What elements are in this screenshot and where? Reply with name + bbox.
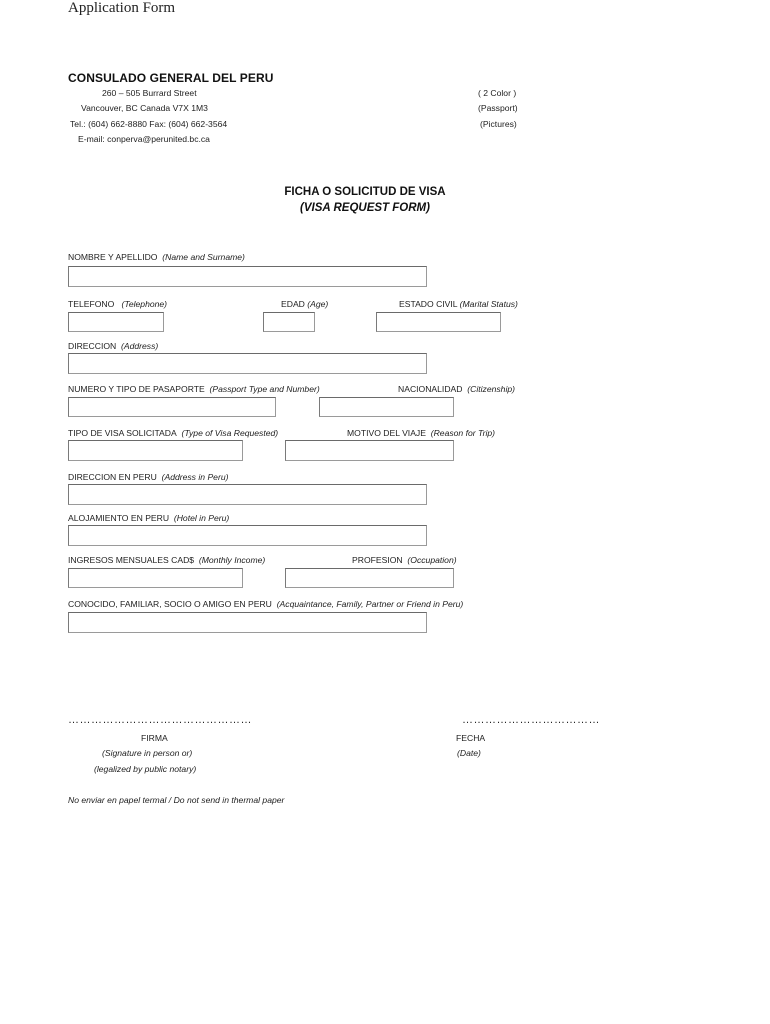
trip-reason-label	[347, 428, 495, 438]
income-label-hint: (Monthly Income)	[198, 555, 266, 565]
signature-note-notary: (legalized by public notary)	[94, 764, 197, 774]
consulate-address-line2: Vancouver, BC Canada V7X 1M3	[81, 103, 208, 113]
citizenship-label-hint: (Citizenship)	[467, 384, 516, 394]
peru-address-label	[68, 472, 228, 482]
telephone-label	[68, 299, 167, 309]
photo-note-color: ( 2 Color )	[478, 88, 517, 98]
address-field[interactable]	[68, 353, 427, 374]
peru-address-label-text: DIRECCION EN PERU	[68, 472, 157, 482]
citizenship-label	[398, 384, 515, 394]
occupation-label	[352, 555, 457, 565]
marital-status-label-text: ESTADO CIVIL	[399, 299, 458, 309]
signature-note-in-person: (Signature in person or)	[102, 748, 193, 758]
income-field[interactable]	[68, 568, 243, 588]
visa-type-label-hint: (Type of Visa Requested)	[181, 428, 279, 438]
citizenship-field[interactable]	[319, 397, 454, 417]
photo-note-passport: (Passport)	[478, 103, 518, 113]
occupation-label-hint: (Occupation)	[407, 555, 457, 565]
name-label-text: NOMBRE Y APELLIDO	[68, 252, 158, 262]
passport-field[interactable]	[68, 397, 276, 417]
document-title: Application Form	[68, 0, 176, 16]
address-label-text: DIRECCION	[68, 341, 117, 351]
hotel-label	[68, 513, 229, 523]
hotel-label-hint: (Hotel in Peru)	[173, 513, 230, 523]
occupation-label-text: PROFESION	[352, 555, 403, 565]
date-label: FECHA	[456, 733, 486, 743]
contact-label	[68, 599, 463, 609]
peru-address-field[interactable]	[68, 484, 427, 505]
income-label	[68, 555, 265, 565]
consulate-email: E-mail: conperva@perunited.bc.ca	[78, 134, 210, 144]
passport-label-text: NUMERO Y TIPO DE PASAPORTE	[68, 384, 205, 394]
signature-label: FIRMA	[141, 733, 168, 743]
passport-label-hint: (Passport Type and Number)	[209, 384, 320, 394]
age-label-hint: (Age)	[307, 299, 329, 309]
trip-reason-label-text: MOTIVO DEL VIAJE	[347, 428, 426, 438]
marital-status-field[interactable]	[376, 312, 501, 332]
telephone-field[interactable]	[68, 312, 164, 332]
visa-type-label	[68, 428, 278, 438]
marital-status-label-hint: (Marital Status)	[459, 299, 518, 309]
visa-type-label-text: TIPO DE VISA SOLICITADA	[68, 428, 177, 438]
signature-line[interactable]: …………………………………………	[68, 714, 252, 726]
contact-field[interactable]	[68, 612, 427, 633]
occupation-field[interactable]	[285, 568, 454, 588]
consulate-name: CONSULADO GENERAL DEL PERU	[68, 71, 274, 85]
date-note: (Date)	[457, 748, 481, 758]
telephone-label-text: TELEFONO	[68, 299, 115, 309]
name-field[interactable]	[68, 266, 427, 287]
hotel-field[interactable]	[68, 525, 427, 546]
marital-status-label	[399, 299, 518, 309]
contact-label-hint: (Acquaintance, Family, Partner or Friend in Peru)	[276, 599, 464, 609]
name-label-hint: (Name and Surname)	[162, 252, 245, 262]
consulate-address-line1: 260 – 505 Burrard Street	[102, 88, 197, 98]
age-label	[281, 299, 328, 309]
name-label	[68, 252, 245, 262]
visa-type-field[interactable]	[68, 440, 243, 461]
consulate-phone-fax: Tel.: (604) 662-8880 Fax: (604) 662-3564	[70, 119, 228, 129]
income-label-text: INGRESOS MENSUALES CAD$	[68, 555, 195, 565]
photo-note-pictures: (Pictures)	[480, 119, 517, 129]
trip-reason-field[interactable]	[285, 440, 454, 461]
form-title-spanish: FICHA O SOLICITUD DE VISA	[284, 186, 446, 198]
date-line[interactable]: ………………………………	[462, 714, 600, 726]
age-field[interactable]	[263, 312, 315, 332]
passport-label	[68, 384, 320, 394]
telephone-label-hint: (Telephone)	[121, 299, 168, 309]
contact-label-text: CONOCIDO, FAMILIAR, SOCIO O AMIGO EN PERU	[68, 599, 272, 609]
trip-reason-label-hint: (Reason for Trip)	[430, 428, 496, 438]
address-label	[68, 341, 158, 351]
hotel-label-text: ALOJAMIENTO EN PERU	[68, 513, 170, 523]
address-label-hint: (Address)	[121, 341, 159, 351]
age-label-text: EDAD	[281, 299, 305, 309]
form-title-english: (VISA REQUEST FORM)	[300, 202, 430, 214]
peru-address-label-hint: (Address in Peru)	[161, 472, 229, 482]
thermal-paper-note: No enviar en papel termal / Do not send in thermal paper	[68, 795, 285, 805]
citizenship-label-text: NACIONALIDAD	[398, 384, 463, 394]
